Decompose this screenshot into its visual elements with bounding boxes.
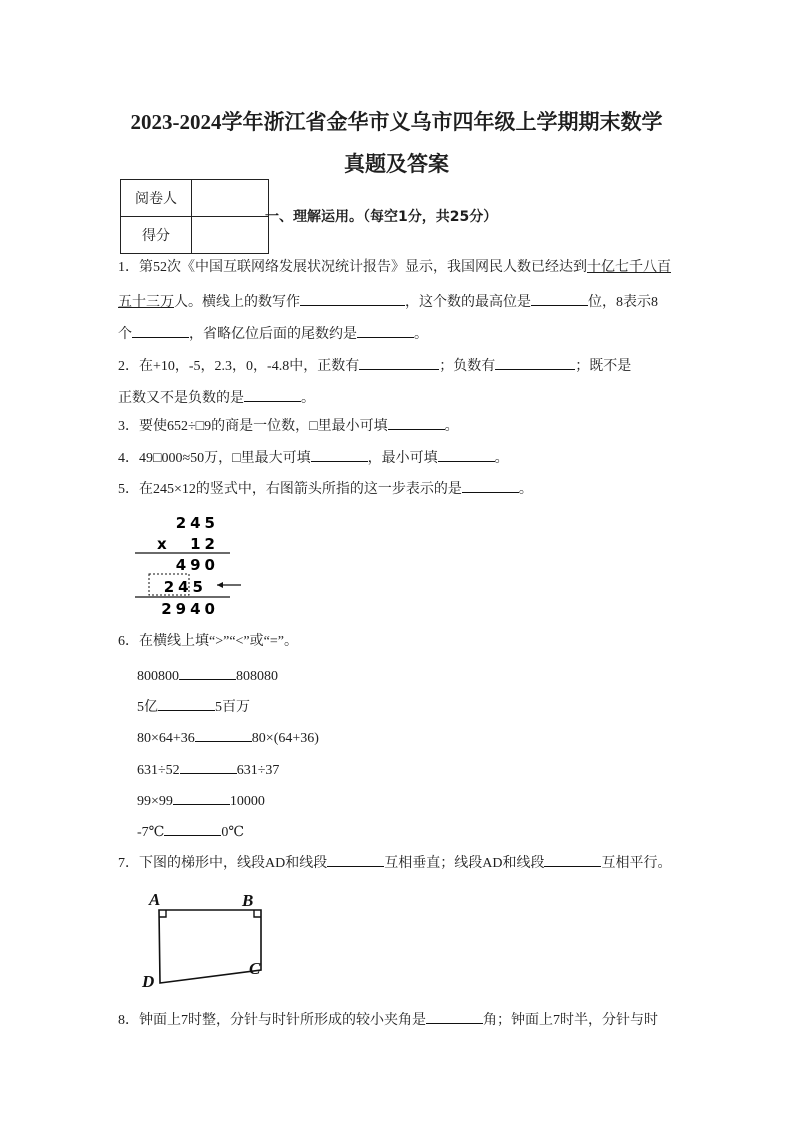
partial-product-2: 245 <box>163 578 207 596</box>
vertex-label-d: D <box>142 972 155 991</box>
answer-blank[interactable] <box>244 387 301 402</box>
question-3: 3．要使652÷□9的商是一位数，□里最小可填 。 <box>118 415 459 436</box>
question-1-line1: 1．第52次《中国互联网络发展状况统计报告》显示，我国网民人数已经达到十亿七千八百 <box>118 260 671 275</box>
vertex-label-b: B <box>242 891 254 910</box>
score-table <box>120 179 269 254</box>
answer-blank[interactable] <box>195 727 252 742</box>
answer-blank[interactable] <box>180 759 237 774</box>
section-heading: 一、理解运用。（每空1分，共25分） <box>265 209 498 225</box>
document-title-line2: 真题及答案 <box>344 152 449 176</box>
document-title-line1: 2023-2024学年浙江省金华市义乌市四年级上学期期末数学 <box>130 110 663 134</box>
vertical-multiplication-figure <box>135 508 250 618</box>
answer-blank[interactable] <box>173 790 230 805</box>
question-7: 7．下图的梯形中，线段AD和线段 互相垂直；线段AD和线段 互相平行。 <box>118 852 671 873</box>
vertex-label-a: A <box>149 890 161 909</box>
multiplicand: 245 <box>175 514 219 532</box>
answer-blank[interactable] <box>357 323 414 338</box>
answer-blank[interactable] <box>531 291 588 306</box>
times-sign: x <box>157 535 167 553</box>
compare-item: 631÷52 631÷37 <box>137 759 279 780</box>
answer-blank[interactable] <box>132 323 189 338</box>
partial-product-1: 490 <box>175 556 219 574</box>
compare-item: 80×64+36 80×(64+36) <box>137 727 319 748</box>
question-8: 8．钟面上7时整，分针与时针所形成的较小夹角是 角；钟面上7时半，分针与时 <box>118 1009 658 1030</box>
question-4: 4．49□000≈50万，□里最大可填 ，最小可填 。 <box>118 447 509 468</box>
answer-blank[interactable] <box>426 1009 483 1024</box>
answer-blank[interactable] <box>300 291 405 306</box>
answer-blank[interactable] <box>388 415 445 430</box>
answer-blank[interactable] <box>179 665 236 680</box>
answer-blank[interactable] <box>327 852 384 867</box>
vertex-label-c: C <box>249 959 261 978</box>
answer-blank[interactable] <box>359 355 439 370</box>
question-1-line2: 五十三万人。横线上的数写作 ，这个数的最高位是 位，8表示8 <box>118 291 658 312</box>
compare-item: 99×99 10000 <box>137 790 265 811</box>
answer-blank[interactable] <box>438 447 495 462</box>
compare-item: 800800 808080 <box>137 665 278 686</box>
answer-blank[interactable] <box>462 478 519 493</box>
reviewer-label: 阅卷人 <box>121 180 192 217</box>
final-product: 2940 <box>161 600 219 618</box>
score-label: 得分 <box>121 217 192 254</box>
question-5: 5．在245×12的竖式中，右图箭头所指的这一步表示的是 。 <box>118 478 533 499</box>
arrow-left-icon <box>217 582 241 588</box>
multiplier: 12 <box>190 535 219 553</box>
question-1-line3: 个 ，省略亿位后面的尾数约是 。 <box>118 323 428 344</box>
question-6: 6．在横线上填“>”“<”或“=”。 <box>118 634 298 649</box>
question-2-line1: 2．在+10，-5，2.3，0，-4.8中，正数有 ；负数有 ；既不是 <box>118 355 631 376</box>
answer-blank[interactable] <box>158 696 215 711</box>
answer-blank[interactable] <box>311 447 368 462</box>
answer-blank[interactable] <box>544 852 601 867</box>
compare-item: -7℃ 0℃ <box>137 821 244 842</box>
answer-blank[interactable] <box>164 821 221 836</box>
compare-item: 5亿 5百万 <box>137 696 250 717</box>
reviewer-cell <box>192 180 269 217</box>
trapezoid-figure <box>135 885 275 995</box>
score-cell <box>192 217 269 254</box>
answer-blank[interactable] <box>495 355 575 370</box>
question-2-line2: 正数又不是负数的是 。 <box>118 387 315 408</box>
